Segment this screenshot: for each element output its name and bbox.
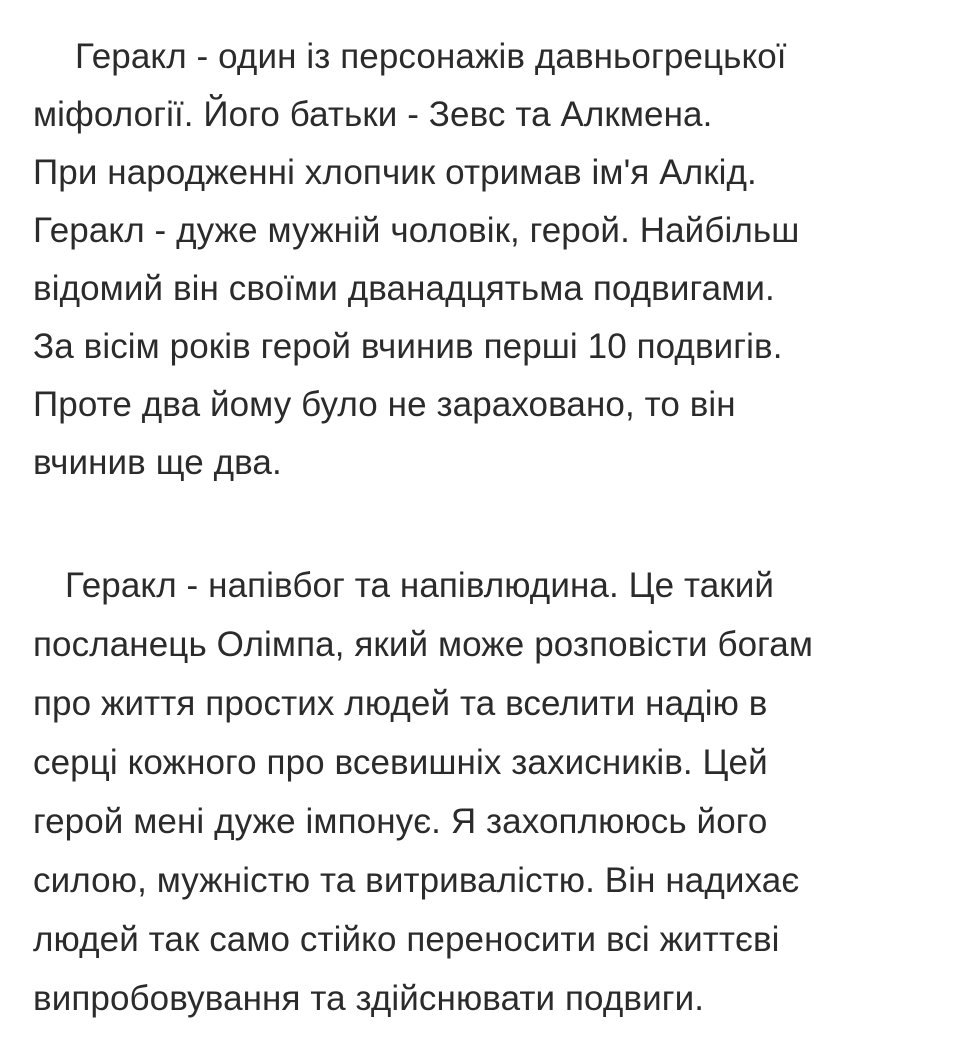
text-line: людей так само стійко переносити всі життєві: [33, 920, 780, 959]
text-line: При народженні хлопчик отримав ім'я Алкід.: [33, 153, 757, 192]
text-line: Проте два йому було не зараховано, то він: [33, 385, 736, 424]
text-line: Геракл - дуже мужній чоловік, герой. Найбільш: [33, 211, 800, 250]
text-line: Геракл - напівбог та напівлюдина. Це такий: [65, 566, 775, 605]
text-line: силою, мужністю та витривалістю. Він надихає: [33, 861, 800, 900]
text-line: випробовування та здійснювати подвиги.: [33, 979, 705, 1018]
text-line: посланець Олімпа, який може розповісти богам: [33, 625, 814, 664]
text-line: про життя простих людей та вселити надію в: [33, 684, 768, 723]
paragraph-1: [0, 28, 962, 492]
paragraph-2: [0, 556, 962, 1028]
text-line: вчинив ще два.: [33, 443, 282, 482]
text-line: міфології. Його батьки - Зевс та Алкмена.: [33, 95, 713, 134]
text-line: серці кожного про всевишніх захисників. Цей: [33, 743, 768, 782]
text-line: Геракл - один із персонажів давньогрецької: [75, 37, 787, 76]
text-line: відомий він своїми дванадцятьма подвигами.: [33, 269, 775, 308]
text-line: За вісім років герой вчинив перші 10 подвигів.: [33, 327, 783, 366]
text-line: герой мені дуже імпонує. Я захоплююсь його: [33, 802, 768, 841]
